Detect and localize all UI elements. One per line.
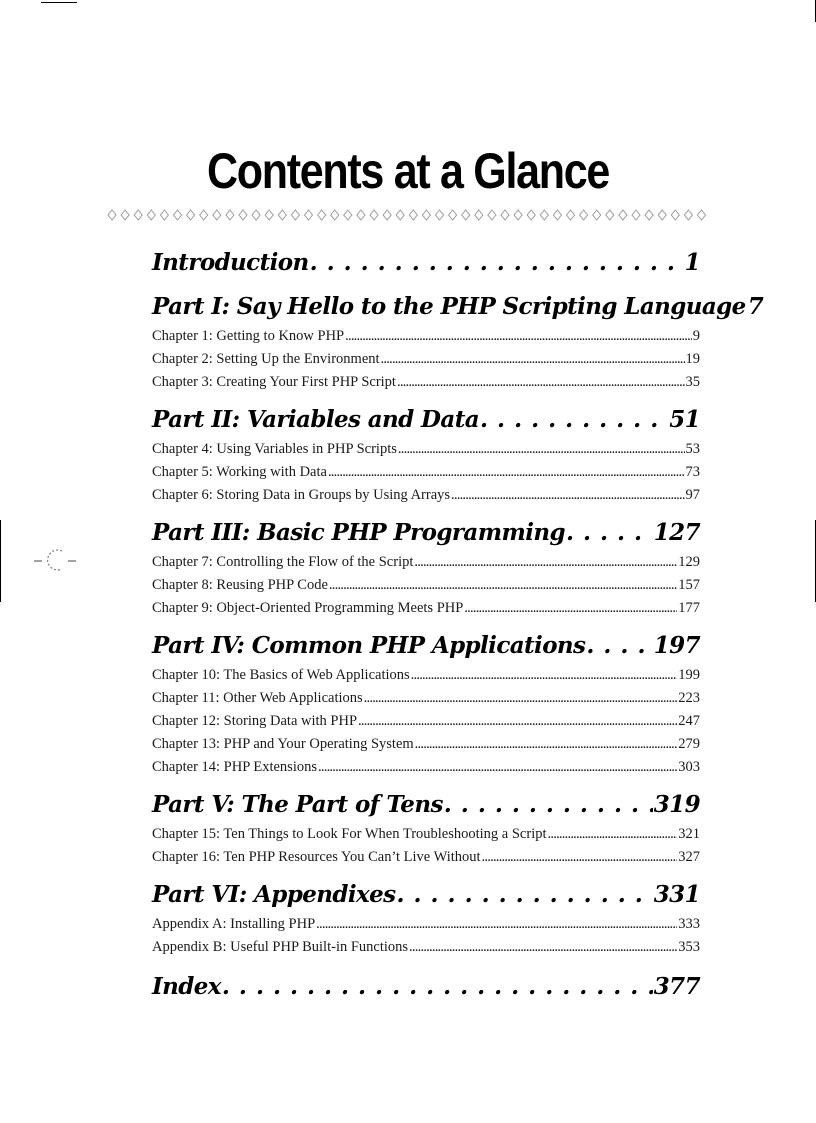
- toc-chapter[interactable]: [152, 939, 700, 962]
- toc-chapter-label: Chapter 10: The Basics of Web Applications: [152, 667, 410, 683]
- toc-page-number: 7: [747, 292, 764, 320]
- ornament-diamond-icon: [331, 210, 339, 220]
- ornament-diamond-icon: [684, 210, 692, 220]
- toc-part-label: Part III: Basic PHP Programming: [152, 518, 565, 546]
- toc-part-label: Part IV: Common PHP Applications: [152, 631, 586, 659]
- ornament-diamond-icon: [488, 210, 496, 220]
- ornament-diamond-icon: [632, 210, 640, 220]
- toc-page-number: 73: [685, 464, 700, 480]
- toc-entry-label: Index: [152, 972, 221, 1000]
- ornament-diamond-icon: [658, 210, 666, 220]
- toc-chapter[interactable]: [152, 577, 700, 600]
- toc-page-number: 319: [653, 790, 700, 818]
- ornament-diamond-icon: [174, 210, 182, 220]
- ornament-diamond-icon: [422, 210, 430, 220]
- ornament-diamond-icon: [409, 210, 417, 220]
- toc-chapter-label: Chapter 2: Setting Up the Environment: [152, 351, 380, 367]
- toc-chapter-label: Appendix B: Useful PHP Built-in Functions: [152, 939, 409, 955]
- toc-chapter-label: Chapter 5: Working with Data: [152, 464, 327, 480]
- ornament-diamond-icon: [567, 210, 575, 220]
- toc-page-number: 157: [678, 577, 700, 593]
- toc-chapter-label: Chapter 3: Creating Your First PHP Script: [152, 374, 396, 390]
- ornament-diamond-icon: [108, 210, 116, 220]
- toc-chapter[interactable]: [152, 849, 700, 872]
- toc-chapter-label: Chapter 15: Ten Things to Look For When Troubleshooting a Script: [152, 826, 547, 842]
- ornament-diamond-icon: [396, 210, 404, 220]
- ornament-diamond-icon: [318, 210, 326, 220]
- dot-leader: [318, 759, 677, 776]
- toc-chapter-label: Chapter 14: PHP Extensions: [152, 759, 318, 775]
- toc-page-number: 331: [653, 880, 700, 908]
- dot-leader: [566, 519, 653, 546]
- toc-page-number: 303: [678, 759, 700, 775]
- toc-page-number: 377: [653, 972, 700, 1000]
- toc-page-number: 127: [653, 518, 700, 546]
- ornament-diamond-icon: [187, 210, 195, 220]
- toc-chapter-label: Chapter 7: Controlling the Flow of the Script: [152, 554, 414, 570]
- toc-entry-label: Introduction: [152, 248, 309, 276]
- toc-page-number: 247: [678, 713, 700, 729]
- dot-leader: [398, 441, 685, 458]
- dot-leader: [482, 849, 678, 866]
- toc-page-number: 279: [678, 736, 700, 752]
- toc-part[interactable]: [152, 872, 700, 916]
- ornament-diamond-icon: [527, 210, 535, 220]
- ornament-diamond-icon: [213, 210, 221, 220]
- dot-leader: [415, 736, 678, 753]
- dot-leader: [316, 916, 677, 933]
- toc-index[interactable]: [152, 964, 700, 1008]
- toc-page-number: 51: [669, 405, 700, 433]
- toc-part-label: Part V: The Part of Tens: [152, 790, 443, 818]
- toc-part-label: Part VI: Appendixes: [152, 880, 396, 908]
- ornament-diamond-icon: [305, 210, 313, 220]
- ornament-diamond-icon: [226, 210, 234, 220]
- dot-leader: [411, 667, 678, 684]
- toc-page-number: 129: [678, 554, 700, 570]
- dot-leader: [586, 632, 652, 659]
- ornament-diamond-icon: [252, 210, 260, 220]
- toc-chapter-label: Chapter 9: Object-Oriented Programming Meets PHP: [152, 600, 464, 616]
- ornament-diamond-icon: [160, 210, 168, 220]
- toc-page-number: 197: [653, 631, 700, 659]
- toc-page-number: 97: [685, 487, 700, 503]
- toc-chapter-label: Chapter 11: Other Web Applications: [152, 690, 363, 706]
- page-title: Contents at a Glance: [207, 143, 609, 199]
- ornament-diamond-icon: [606, 210, 614, 220]
- ornament-diamond-icon: [147, 210, 155, 220]
- toc-chapter[interactable]: [152, 351, 700, 374]
- toc-page-number: 223: [678, 690, 700, 706]
- toc-page-number: 321: [678, 826, 700, 842]
- ornament-diamond-icon: [501, 210, 509, 220]
- ornament-diamond-icon: [671, 210, 679, 220]
- toc-chapter[interactable]: [152, 374, 700, 397]
- dot-leader: [444, 791, 653, 818]
- dot-leader: [222, 973, 653, 1000]
- toc-chapter[interactable]: [152, 736, 700, 759]
- dot-leader: [329, 577, 677, 594]
- dot-leader: [548, 826, 678, 843]
- toc-chapter[interactable]: [152, 554, 700, 577]
- ornament-diamond-icon: [645, 210, 653, 220]
- crop-mark-top-left: [41, 2, 77, 3]
- toc-page-number: 9: [692, 328, 700, 344]
- toc-page-number: 35: [685, 374, 700, 390]
- ornament-divider: [106, 208, 710, 222]
- margin-mark-left: [0, 520, 1, 602]
- ornament-diamond-icon: [514, 210, 522, 220]
- ornament-diamond-icon: [619, 210, 627, 220]
- toc-chapter[interactable]: [152, 600, 700, 623]
- ornament-diamond-icon: [291, 210, 299, 220]
- dot-leader: [397, 374, 685, 391]
- dot-leader: [310, 249, 684, 276]
- toc-part[interactable]: [152, 782, 700, 826]
- ornament-diamond-icon: [383, 210, 391, 220]
- ornament-diamond-icon: [462, 210, 470, 220]
- toc-page-number: 19: [685, 351, 700, 367]
- ornament-diamond-icon: [265, 210, 273, 220]
- ornament-diamond-icon: [370, 210, 378, 220]
- dot-leader: [451, 487, 684, 504]
- toc-page-number: 1: [684, 248, 700, 276]
- toc-chapter[interactable]: [152, 487, 700, 510]
- toc-chapter[interactable]: [152, 759, 700, 782]
- dot-leader: [414, 554, 677, 571]
- toc-chapter-label: Appendix A: Installing PHP: [152, 916, 316, 932]
- ornament-diamond-icon: [278, 210, 286, 220]
- toc-chapter-label: Chapter 1: Getting to Know PHP: [152, 328, 345, 344]
- toc-chapter-label: Chapter 16: Ten PHP Resources You Can’t Live Without: [152, 849, 481, 865]
- dot-leader: [480, 406, 668, 433]
- toc-chapter[interactable]: [152, 328, 700, 351]
- toc-chapter[interactable]: [152, 826, 700, 849]
- toc-chapter[interactable]: [152, 667, 700, 690]
- toc-page-number: 177: [678, 600, 700, 616]
- toc-part[interactable]: [152, 510, 700, 554]
- ornament-diamond-icon: [593, 210, 601, 220]
- toc-chapter-label: Chapter 6: Storing Data in Groups by Using Arrays: [152, 487, 451, 503]
- dot-leader: [464, 600, 677, 617]
- toc-chapter-label: Chapter 4: Using Variables in PHP Scripts: [152, 441, 397, 457]
- table-of-contents: [152, 240, 764, 1008]
- toc-chapter-label: Chapter 8: Reusing PHP Code: [152, 577, 328, 593]
- toc-part[interactable]: [152, 623, 700, 667]
- toc-chapter[interactable]: [152, 690, 700, 713]
- registration-mark-icon: [34, 548, 80, 572]
- ornament-diamond-icon: [134, 210, 142, 220]
- dot-leader: [381, 351, 685, 368]
- toc-page-number: 53: [685, 441, 700, 457]
- dot-leader: [345, 328, 692, 345]
- toc-page-number: 199: [678, 667, 700, 683]
- dot-leader: [409, 939, 677, 956]
- toc-page-number: 327: [678, 849, 700, 865]
- toc-chapter[interactable]: [152, 916, 700, 939]
- ornament-diamond-icon: [540, 210, 548, 220]
- ornament-diamond-icon: [698, 210, 706, 220]
- toc-chapter-label: Chapter 12: Storing Data with PHP: [152, 713, 358, 729]
- toc-page-number: 353: [678, 939, 700, 955]
- ornament-diamond-icon: [436, 210, 444, 220]
- dot-leader: [328, 464, 685, 481]
- ornament-diamond-icon: [200, 210, 208, 220]
- toc-part[interactable]: [152, 397, 700, 441]
- toc-chapter[interactable]: [152, 464, 700, 487]
- toc-part[interactable]: [152, 284, 764, 328]
- toc-introduction[interactable]: [152, 240, 700, 284]
- dot-leader: [364, 690, 678, 707]
- ornament-diamond-icon: [344, 210, 352, 220]
- toc-chapter-label: Chapter 13: PHP and Your Operating System: [152, 736, 414, 752]
- toc-chapter[interactable]: [152, 713, 700, 736]
- toc-chapter[interactable]: [152, 441, 700, 464]
- toc-page-number: 333: [678, 916, 700, 932]
- toc-part-label: Part I: Say Hello to the PHP Scripting Language: [152, 292, 746, 320]
- toc-part-label: Part II: Variables and Data: [152, 405, 480, 433]
- ornament-diamond-icon: [475, 210, 483, 220]
- ornament-diamond-icon: [553, 210, 561, 220]
- ornament-diamond-icon: [239, 210, 247, 220]
- dot-leader: [358, 713, 677, 730]
- ornament-diamond-icon: [449, 210, 457, 220]
- dot-leader: [397, 881, 653, 908]
- ornament-diamond-icon: [121, 210, 129, 220]
- ornament-diamond-icon: [357, 210, 365, 220]
- ornament-diamond-icon: [580, 210, 588, 220]
